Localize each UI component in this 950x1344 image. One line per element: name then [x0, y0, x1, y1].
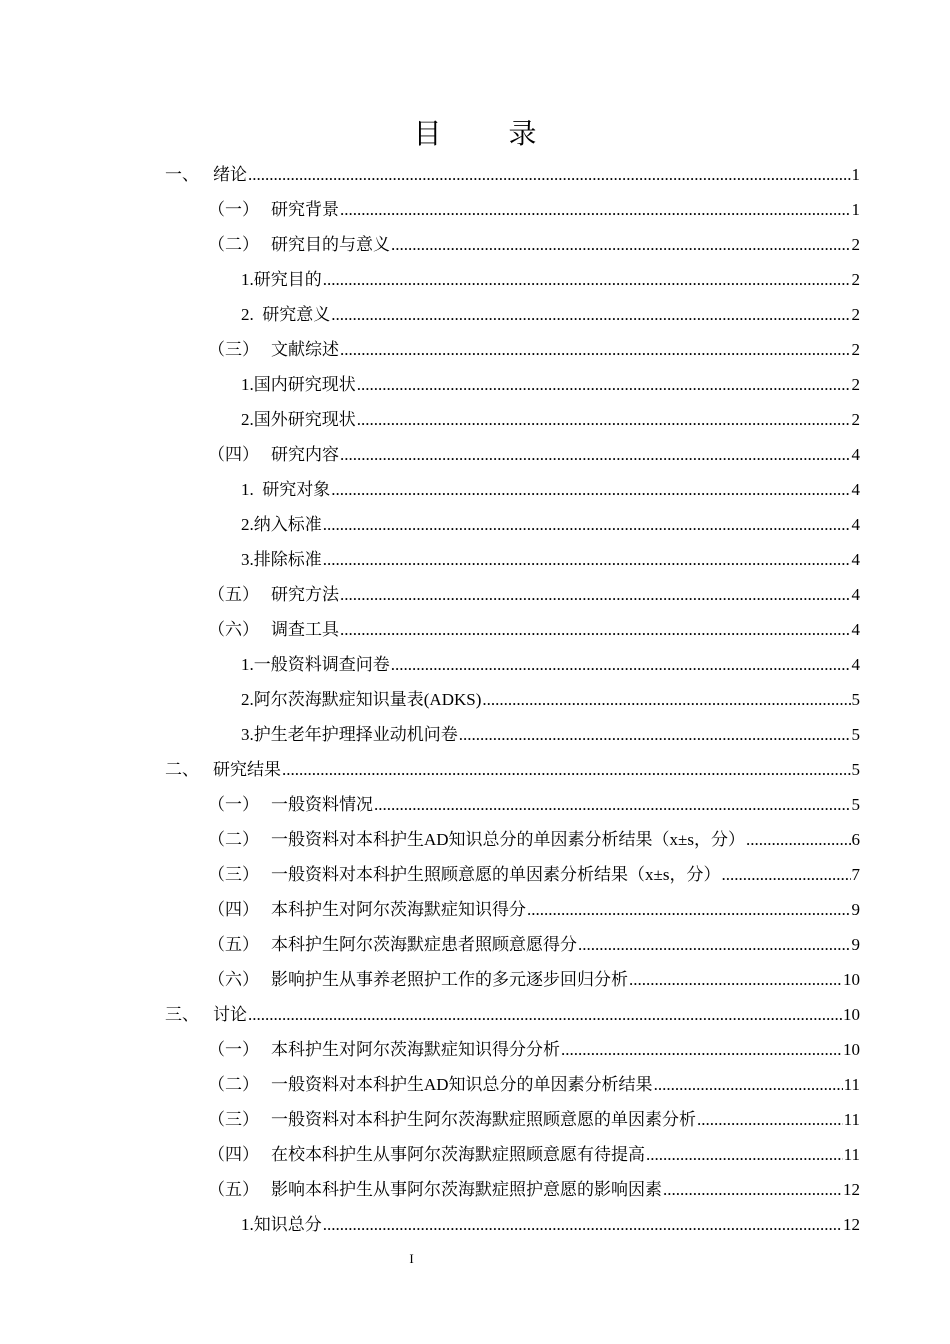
toc-entry-number: （一） — [208, 200, 259, 219]
toc-entry-page: 5 — [851, 795, 860, 814]
toc-entry-title: 一般资料情况 — [271, 795, 373, 814]
toc-entry-page: 2 — [851, 375, 860, 394]
toc-entry-title: 影响本科护生从事阿尔茨海默症照护意愿的影响因素 — [271, 1180, 662, 1199]
toc-entry-page: 2 — [851, 305, 860, 324]
toc-entry[interactable] — [0, 545, 950, 575]
toc-entry-page: 4 — [851, 550, 860, 569]
toc-entry[interactable] — [0, 1070, 950, 1100]
toc-entry-number: （一） — [208, 795, 259, 814]
toc-entry-page: 9 — [851, 900, 860, 919]
toc-entry-page: 4 — [851, 620, 860, 639]
toc-entry-page: 9 — [851, 935, 860, 954]
toc-entry-title: 影响护生从事养老照护工作的多元逐步回归分析 — [271, 970, 628, 989]
toc-entry[interactable] — [0, 475, 950, 505]
toc-entry-title: 讨论 — [213, 1005, 247, 1024]
toc-entry[interactable] — [0, 370, 950, 400]
toc-entry[interactable] — [0, 930, 950, 960]
toc-entry-title: 2.阿尔茨海默症知识量表(ADKS) — [241, 690, 482, 709]
toc-entry-page: 11 — [843, 1075, 860, 1094]
toc-entry[interactable] — [0, 1140, 950, 1170]
toc-entry-number: （三） — [208, 865, 259, 884]
toc-leader-dots — [578, 930, 851, 960]
toc-entry[interactable] — [0, 440, 950, 470]
toc-entry-page: 4 — [851, 585, 860, 604]
toc-entry-number: 一、 — [165, 165, 199, 184]
toc-entry-title: 2.纳入标准 — [241, 515, 322, 534]
toc-entry-page: 7 — [851, 865, 860, 884]
toc-leader-dots — [654, 1070, 843, 1100]
toc-entry-page: 5 — [851, 690, 860, 709]
toc-entry[interactable] — [0, 405, 950, 435]
toc-leader-dots — [323, 1210, 842, 1240]
toc-entry-number: （六） — [208, 620, 259, 639]
toc-entry-number: 三、 — [165, 1005, 199, 1024]
toc-entry-page: 4 — [851, 480, 860, 499]
toc-entry-page: 2 — [851, 235, 860, 254]
toc-entry-title: 研究结果 — [213, 760, 281, 779]
toc-entry-title: 一般资料对本科护生照顾意愿的单因素分析结果（x±s，分） — [271, 865, 721, 884]
toc-entry[interactable] — [0, 230, 950, 260]
toc-entry[interactable] — [0, 790, 950, 820]
toc-entry[interactable] — [0, 685, 950, 715]
toc-entry-title: 3.排除标准 — [241, 550, 322, 569]
toc-entry-page: 5 — [851, 760, 860, 779]
toc-entry-title: 2.国外研究现状 — [241, 410, 356, 429]
toc-entry-number: （四） — [208, 445, 259, 464]
toc-entry-title: 文献综述 — [271, 340, 339, 359]
toc-entry[interactable] — [0, 1175, 950, 1205]
toc-leader-dots — [746, 825, 851, 855]
page-number-footer: I — [409, 1251, 414, 1266]
toc-entry-page: 11 — [843, 1145, 860, 1164]
toc-entry-page: 6 — [851, 830, 860, 849]
toc-leader-dots — [721, 860, 850, 890]
toc-entry-number: （四） — [208, 1145, 259, 1164]
toc-leader-dots — [374, 790, 851, 820]
toc-entry-number: （四） — [208, 900, 259, 919]
toc-entry-title: 研究目的与意义 — [271, 235, 390, 254]
toc-entry-page: 2 — [851, 270, 860, 289]
toc-entry-page: 10 — [843, 1040, 860, 1059]
toc-entry-number: （三） — [208, 340, 259, 359]
toc-entry-title: 本科护生对阿尔茨海默症知识得分分析 — [271, 1040, 560, 1059]
toc-entry-title: 绪论 — [213, 165, 247, 184]
toc-entry-title: 在校本科护生从事阿尔茨海默症照顾意愿有待提高 — [271, 1145, 645, 1164]
toc-entry-title: 调查工具 — [271, 620, 339, 639]
toc-entry[interactable] — [0, 650, 950, 680]
toc-leader-dots — [527, 895, 851, 925]
toc-entry-number: （六） — [208, 970, 259, 989]
toc-leader-dots — [459, 720, 851, 750]
toc-entry-title: 本科护生阿尔茨海默症患者照顾意愿得分 — [271, 935, 577, 954]
toc-entry-title: 本科护生对阿尔茨海默症知识得分 — [271, 900, 526, 919]
toc-entry-number: （一） — [208, 1040, 259, 1059]
toc-entry-title: 1.国内研究现状 — [241, 375, 356, 394]
toc-entry[interactable] — [0, 265, 950, 295]
toc-leader-dots — [340, 195, 851, 225]
toc-entry-page: 12 — [843, 1215, 860, 1234]
toc-leader-dots — [697, 1105, 843, 1135]
toc-entry-number: （三） — [208, 1110, 259, 1129]
toc-entry[interactable] — [0, 1105, 950, 1135]
toc-entry[interactable] — [0, 1000, 950, 1030]
toc-entry-page: 12 — [843, 1180, 860, 1199]
toc-entry-page: 5 — [851, 725, 860, 744]
toc-entry[interactable] — [0, 580, 950, 610]
toc-leader-dots — [340, 335, 851, 365]
toc-entry-page: 10 — [843, 1005, 860, 1024]
toc-entry-page: 10 — [843, 970, 860, 989]
toc-entry-number: （二） — [208, 235, 259, 254]
toc-entry-title: 1.知识总分 — [241, 1215, 322, 1234]
toc-entry-number: （五） — [208, 935, 259, 954]
toc-entry-page: 2 — [851, 410, 860, 429]
toc-leader-dots — [331, 300, 850, 330]
toc-leader-dots — [391, 230, 851, 260]
toc-entry[interactable] — [0, 720, 950, 750]
toc-entry-page: 4 — [851, 515, 860, 534]
toc-leader-dots — [482, 685, 850, 715]
toc-entry-title: 1. 研究对象 — [241, 480, 331, 499]
toc-entry-page: 4 — [851, 655, 860, 674]
toc-leader-dots — [663, 1175, 842, 1205]
toc-entry-title: 一般资料对本科护生AD知识总分的单因素分析结果 — [271, 1075, 653, 1094]
toc-leader-dots — [331, 475, 850, 505]
toc-entry-title: 2. 研究意义 — [241, 305, 331, 324]
toc-entry-title: 3.护生老年护理择业动机问卷 — [241, 725, 458, 744]
toc-leader-dots — [248, 160, 851, 190]
toc-entry-title: 一般资料对本科护生阿尔茨海默症照顾意愿的单因素分析 — [271, 1110, 696, 1129]
toc-entry-title: 研究方法 — [271, 585, 339, 604]
toc-entry-title: 研究背景 — [271, 200, 339, 219]
toc-entry-page: 1 — [851, 200, 860, 219]
toc-entry-title: 1.研究目的 — [241, 270, 322, 289]
toc-title: 目 录 — [413, 119, 567, 150]
toc-entry-page: 11 — [843, 1110, 860, 1129]
toc-entry[interactable] — [0, 300, 950, 330]
toc-entry-number: （五） — [208, 585, 259, 604]
toc-entry[interactable] — [0, 160, 950, 190]
toc-entry-page: 2 — [851, 340, 860, 359]
toc-leader-dots — [646, 1140, 843, 1170]
toc-leader-dots — [282, 755, 851, 785]
toc-entry-page: 1 — [851, 165, 860, 184]
toc-entry-title: 一般资料对本科护生AD知识总分的单因素分析结果（x±s，分） — [271, 830, 745, 849]
toc-entry[interactable] — [0, 895, 950, 925]
toc-leader-dots — [340, 440, 851, 470]
toc-leader-dots — [357, 370, 851, 400]
toc-leader-dots — [323, 510, 851, 540]
toc-entry-page: 4 — [851, 445, 860, 464]
toc-leader-dots — [357, 405, 851, 435]
toc-leader-dots — [340, 580, 851, 610]
toc-leader-dots — [323, 545, 851, 575]
toc-leader-dots — [323, 265, 851, 295]
toc-entry-title: 研究内容 — [271, 445, 339, 464]
toc-leader-dots — [340, 615, 851, 645]
toc-leader-dots — [561, 1035, 842, 1065]
toc-entry[interactable] — [0, 1210, 950, 1240]
toc-entry-title: 1.一般资料调查问卷 — [241, 655, 390, 674]
toc-entry[interactable] — [0, 335, 950, 365]
toc-entry[interactable] — [0, 195, 950, 225]
toc-leader-dots — [248, 1000, 842, 1030]
toc-entry[interactable] — [0, 860, 950, 890]
toc-entry[interactable] — [0, 825, 950, 855]
toc-entry-number: （五） — [208, 1180, 259, 1199]
toc-leader-dots — [629, 965, 842, 995]
toc-entry[interactable] — [0, 755, 950, 785]
toc-entry[interactable] — [0, 1035, 950, 1065]
toc-entry-number: （二） — [208, 830, 259, 849]
toc-entry-number: 二、 — [165, 760, 199, 779]
toc-entry[interactable] — [0, 510, 950, 540]
toc-entry[interactable] — [0, 965, 950, 995]
toc-entry-number: （二） — [208, 1075, 259, 1094]
toc-leader-dots — [391, 650, 851, 680]
toc-entry[interactable] — [0, 615, 950, 645]
